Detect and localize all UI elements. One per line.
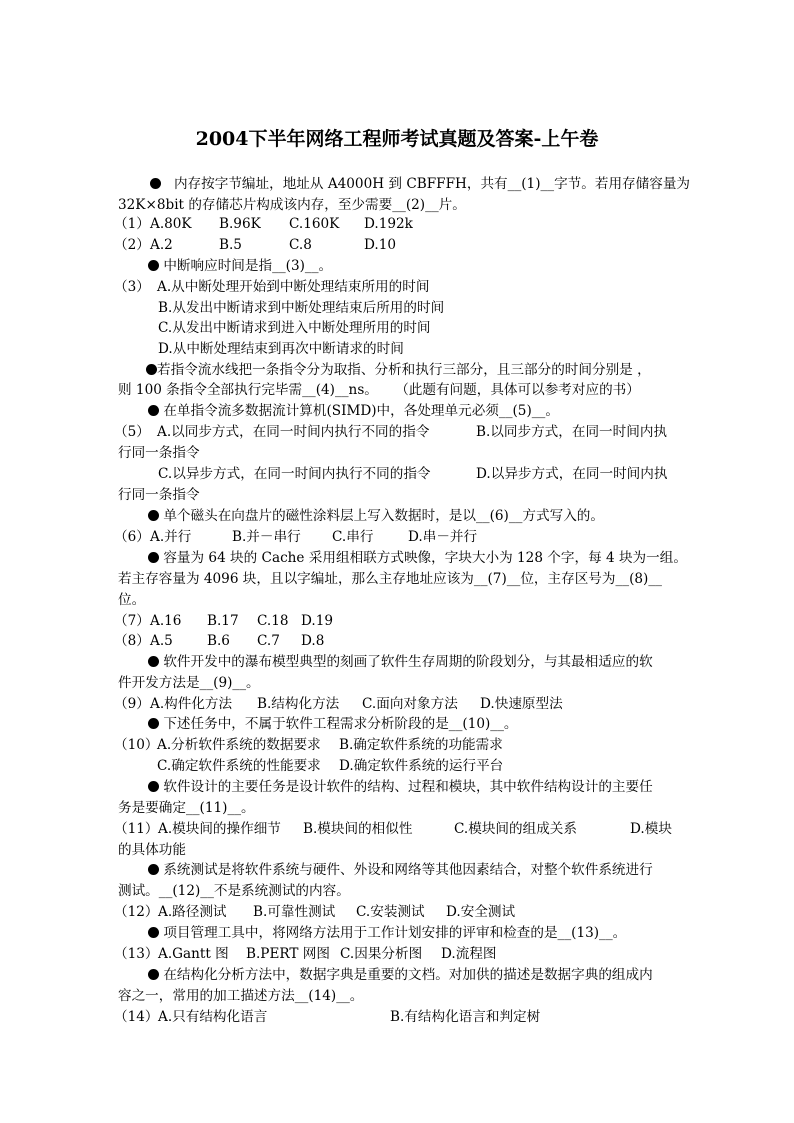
question-stem xyxy=(148,777,653,797)
option: B.以同步方式，在同一时间内执 xyxy=(476,424,668,440)
question-stem xyxy=(148,714,517,734)
option: B.从发出中断请求到中断处理结束后所用的时间 xyxy=(158,300,445,316)
option: B.5 xyxy=(219,237,242,253)
document-title: 2004下半年网络工程师考试真题及答案-上午卷 xyxy=(195,128,599,150)
bullet-icon xyxy=(148,260,159,271)
stem-text: 单个磁头在向盘片的磁性涂料层上写入数据时，是以__(6)__方式写入的。 xyxy=(163,508,604,524)
option-label: （7） xyxy=(114,613,150,629)
stem-text: 容之一，常用的加工描述方法__(14)__。 xyxy=(118,988,364,1004)
question-stem xyxy=(148,401,559,421)
option: D.快速原型法 xyxy=(480,696,563,712)
bullet-icon xyxy=(148,552,159,563)
option: D.流程图 xyxy=(441,946,497,962)
option-label: （13） xyxy=(114,946,159,962)
stem-text: 位。 xyxy=(118,592,146,608)
stem-text: 内存按字节编址，地址从 A4000H 到 CBFFFH，共有__(1)__字节。若用存储容量为 xyxy=(173,176,691,192)
option: C.8 xyxy=(289,237,312,253)
option: B.模块间的相似性 xyxy=(303,821,413,837)
question-stem xyxy=(148,923,626,943)
option: A.分析软件系统的数据要求 xyxy=(157,737,321,753)
stem-text: 则 100 条指令全部执行完毕需__(4)__ns。 xyxy=(118,382,378,398)
bullet-icon xyxy=(148,781,159,792)
stem-text: 在单指令流多数据流计算机(SIMD)中，各处理单元必须__(5)__。 xyxy=(163,403,559,419)
option: D.从中断处理结束到再次中断请求的时间 xyxy=(158,341,404,357)
option-label: （11） xyxy=(114,821,159,837)
option-continuation: 行同一条指令 xyxy=(118,487,200,503)
option: B.6 xyxy=(207,633,230,649)
option: A.16 xyxy=(150,613,182,629)
bullet-icon xyxy=(148,405,159,416)
option-label: （5） xyxy=(114,424,150,440)
option: D.8 xyxy=(301,633,325,649)
stem-text: 测试。__(12)__不是系统测试的内容。 xyxy=(118,883,350,899)
option: A.并行 xyxy=(150,529,192,545)
option-label: （6） xyxy=(114,529,150,545)
option: A.80K xyxy=(150,216,192,232)
option: B.有结构化语言和判定树 xyxy=(390,1009,541,1025)
stem-text: 若指令流水线把一条指令分为取指、分析和执行三部分，且三部分的时间分别是 ， xyxy=(157,362,651,378)
stem-text: 容量为 64 块的 Cache 采用组相联方式映像，字块大小为 128 个字，每 4 块为一组。 xyxy=(163,550,687,566)
stem-text: 项目管理工具中，将网络方法用于工作计划安排的评审和检查的是__(13)__。 xyxy=(163,925,627,941)
option: C.模块间的组成关系 xyxy=(454,821,577,837)
option: C.160K xyxy=(289,216,340,232)
option: C.以异步方式，在同一时间内执行不同的指令 xyxy=(158,466,431,482)
stem-text: 系统测试是将软件系统与硬件、外设和网络等其他因素结合，对整个软件系统进行 xyxy=(163,862,653,878)
stem-text: 32K×8bit 的存储芯片构成该内存，至少需要__(2)__片。 xyxy=(118,197,466,213)
question-stem xyxy=(150,174,690,194)
stem-text: 务是要确定__(11)__。 xyxy=(118,800,255,816)
bullet-icon xyxy=(148,969,159,980)
option: C.确定软件系统的性能要求 xyxy=(157,758,321,774)
option: D.模块 xyxy=(630,821,672,837)
question-stem xyxy=(148,965,653,985)
bullet-icon xyxy=(146,364,157,375)
option: D.19 xyxy=(301,613,334,629)
option: A.只有结构化语言 xyxy=(158,1009,268,1025)
option-label: （12） xyxy=(114,904,159,920)
bullet-icon xyxy=(150,178,161,189)
option-label: （2） xyxy=(114,237,150,253)
option: A.Gantt 图 xyxy=(158,946,229,962)
question-stem xyxy=(148,548,687,568)
option-continuation: 的具体功能 xyxy=(118,842,186,858)
option: D.串－并行 xyxy=(408,529,478,545)
option: B.96K xyxy=(219,216,261,232)
option: C.面向对象方法 xyxy=(362,696,458,712)
option-label: （3） xyxy=(114,279,150,295)
option-label: （14） xyxy=(114,1009,159,1025)
option: B.17 xyxy=(207,613,239,629)
question-stem xyxy=(118,380,640,400)
option: D.10 xyxy=(364,237,397,253)
stem-text: 件开发方法是__(9)__。 xyxy=(118,675,260,691)
question-note: （此题有问题，具体可以参考对应的书） xyxy=(395,382,640,398)
option: C.18 xyxy=(257,613,289,629)
stem-text: 软件开发中的瀑布模型典型的刻画了软件生存周期的阶段划分，与其最相适应的软 xyxy=(163,654,653,670)
option: D.确定软件系统的运行平台 xyxy=(339,758,504,774)
option: D.以异步方式，在同一时间内执 xyxy=(476,466,668,482)
question-stem xyxy=(148,860,653,880)
question-stem xyxy=(148,256,332,276)
option: C.安装测试 xyxy=(356,904,425,920)
bullet-icon xyxy=(148,510,159,521)
bullet-icon xyxy=(148,718,159,729)
option: B.PERT 网图 xyxy=(246,946,330,962)
question-stem xyxy=(148,506,604,526)
option: A.以同步方式，在同一时间内执行不同的指令 xyxy=(157,424,430,440)
option: A.路径测试 xyxy=(158,904,227,920)
option: D.192k xyxy=(364,216,413,232)
option: A.构件化方法 xyxy=(150,696,233,712)
stem-text: 下述任务中，不属于软件工程需求分析阶段的是__(10)__。 xyxy=(163,716,518,732)
option: C.从发出中断请求到进入中断处理所用的时间 xyxy=(158,320,431,336)
option-label: （8） xyxy=(114,633,150,649)
question-stem xyxy=(148,652,653,672)
option: A.模块间的操作细节 xyxy=(158,821,281,837)
option: C.串行 xyxy=(332,529,374,545)
option: B.结构化方法 xyxy=(257,696,340,712)
option: D.安全测试 xyxy=(446,904,516,920)
stem-text: 在结构化分析方法中，数据字典是重要的文档。对加供的描述是数据字典的组成内 xyxy=(163,967,653,983)
option: B.可靠性测试 xyxy=(253,904,336,920)
question-stem xyxy=(146,360,651,380)
bullet-icon xyxy=(148,656,159,667)
option-label: （10） xyxy=(114,737,159,753)
bullet-icon xyxy=(148,864,159,875)
option: A.从中断处理开始到中断处理结束所用的时间 xyxy=(157,279,430,295)
option-continuation: 行同一条指令 xyxy=(118,445,200,461)
bullet-icon xyxy=(148,927,159,938)
stem-text: 软件设计的主要任务是设计软件的结构、过程和模块，其中软件结构设计的主要任 xyxy=(163,779,653,795)
option: B.确定软件系统的功能需求 xyxy=(339,737,503,753)
option: C.因果分析图 xyxy=(340,946,423,962)
option: A.2 xyxy=(150,237,173,253)
option: A.5 xyxy=(150,633,173,649)
stem-text: 中断响应时间是指__(3)__。 xyxy=(163,258,333,274)
option: C.7 xyxy=(257,633,280,649)
option: B.并－串行 xyxy=(232,529,301,545)
option-label: （1） xyxy=(114,216,150,232)
stem-text: 若主存容量为 4096 块，且以字编址，那么主存地址应该为__(7)__位，主存区号为__(8)__ xyxy=(118,571,662,587)
option-label: （9） xyxy=(114,696,150,712)
